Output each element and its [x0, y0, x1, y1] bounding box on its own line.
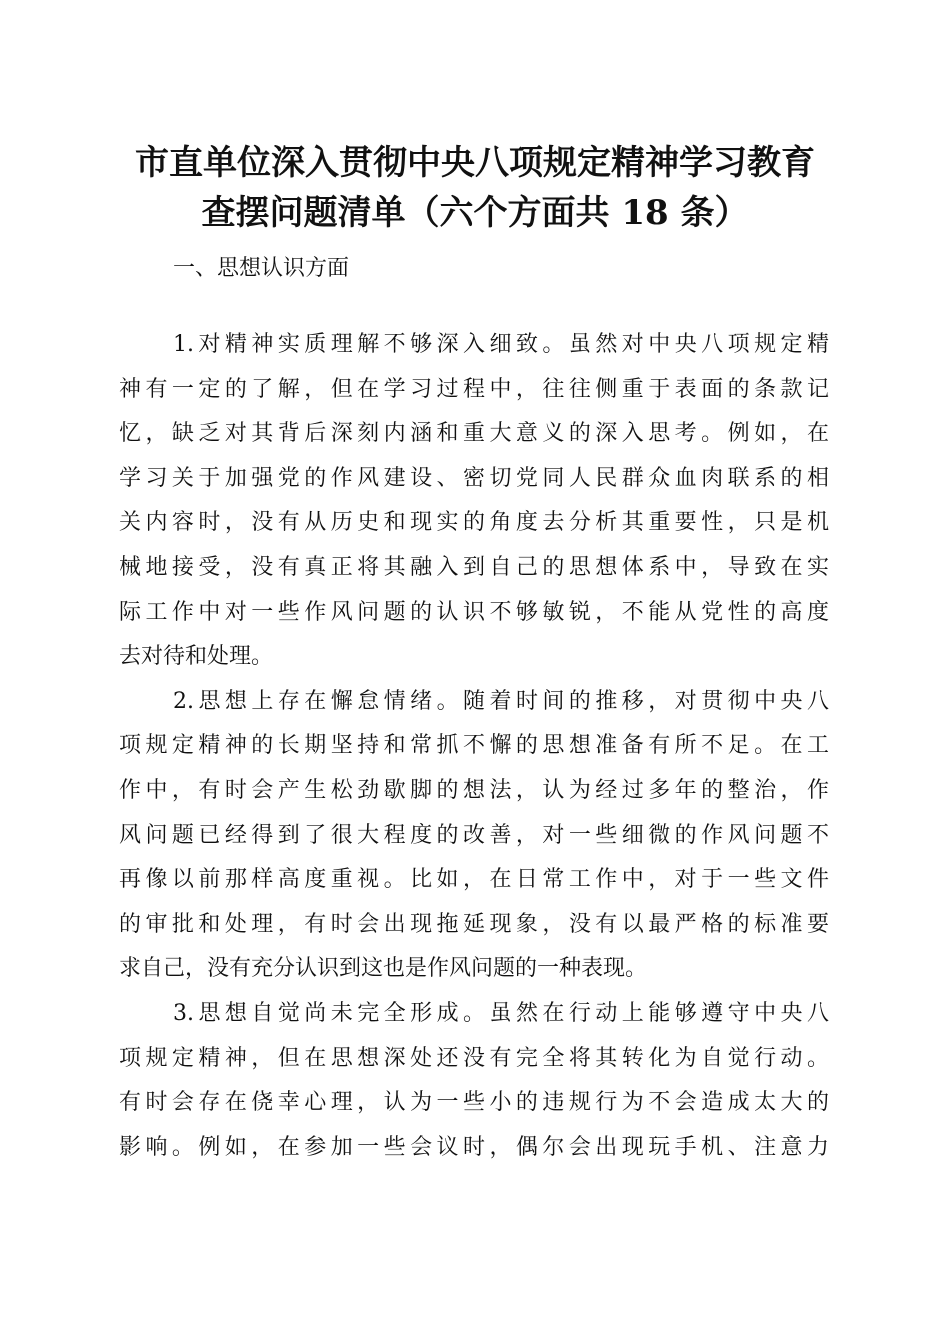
text-line: 学习关于加强党的作风建设、密切党同人民群众血肉联系的相: [119, 465, 829, 491]
text-line: 关内容时，没有从历史和现实的角度去分析其重要性，只是机: [119, 510, 829, 536]
text-line: 去对待和处理。: [119, 644, 274, 670]
text-line: 有时会存在侥幸心理，认为一些小的违规行为不会造成太大的: [119, 1090, 829, 1116]
document-body: [119, 323, 829, 1170]
text-line: 3.思想自觉尚未完全形成。虽然在行动上能够遵守中央八: [173, 1000, 829, 1026]
text-line: 神有一定的了解，但在学习过程中，往往侧重于表面的条款记: [119, 376, 829, 402]
title-line-2: 查摆问题清单（六个方面共 18 条）: [201, 193, 749, 233]
text-line: 再像以前那样高度重视。比如，在日常工作中，对于一些文件: [119, 867, 829, 893]
text-line: 际工作中对一些作风问题的认识不够敏锐，不能从党性的高度: [119, 599, 829, 625]
paragraph-1: [119, 323, 829, 680]
paragraph-3: [119, 992, 829, 1170]
text-line: 的审批和处理，有时会出现拖延现象，没有以最严格的标准要: [119, 911, 829, 937]
text-line: 1.对精神实质理解不够深入细致。虽然对中央八项规定精: [173, 332, 829, 357]
paragraph-2: [119, 680, 829, 992]
text-line: 项规定精神的长期坚持和常抓不懈的思想准备有所不足。在工: [119, 733, 829, 759]
section-heading: 一、思想认识方面: [173, 256, 350, 281]
text-line: 影响。例如，在参加一些会议时，偶尔会出现玩手机、注意力: [119, 1134, 829, 1160]
title-line-1: 市直单位深入贯彻中央八项规定精神学习教育: [135, 143, 815, 183]
document-title: [100, 138, 850, 238]
text-line: 械地接受，没有真正将其融入到自己的思想体系中，导致在实: [119, 554, 829, 580]
text-line: 忆，缺乏对其背后深刻内涵和重大意义的深入思考。例如，在: [119, 421, 829, 447]
text-line: 作中，有时会产生松劲歇脚的想法，认为经过多年的整治，作: [119, 777, 829, 803]
text-line: 2.思想上存在懈怠情绪。随着时间的推移，对贯彻中央八: [173, 688, 829, 714]
text-line: 项规定精神，但在思想深处还没有完全将其转化为自觉行动。: [119, 1045, 829, 1071]
text-line: 风问题已经得到了很大程度的改善，对一些细微的作风问题不: [119, 822, 829, 848]
text-line: 求自己，没有充分认识到这也是作风问题的一种表现。: [119, 956, 648, 982]
